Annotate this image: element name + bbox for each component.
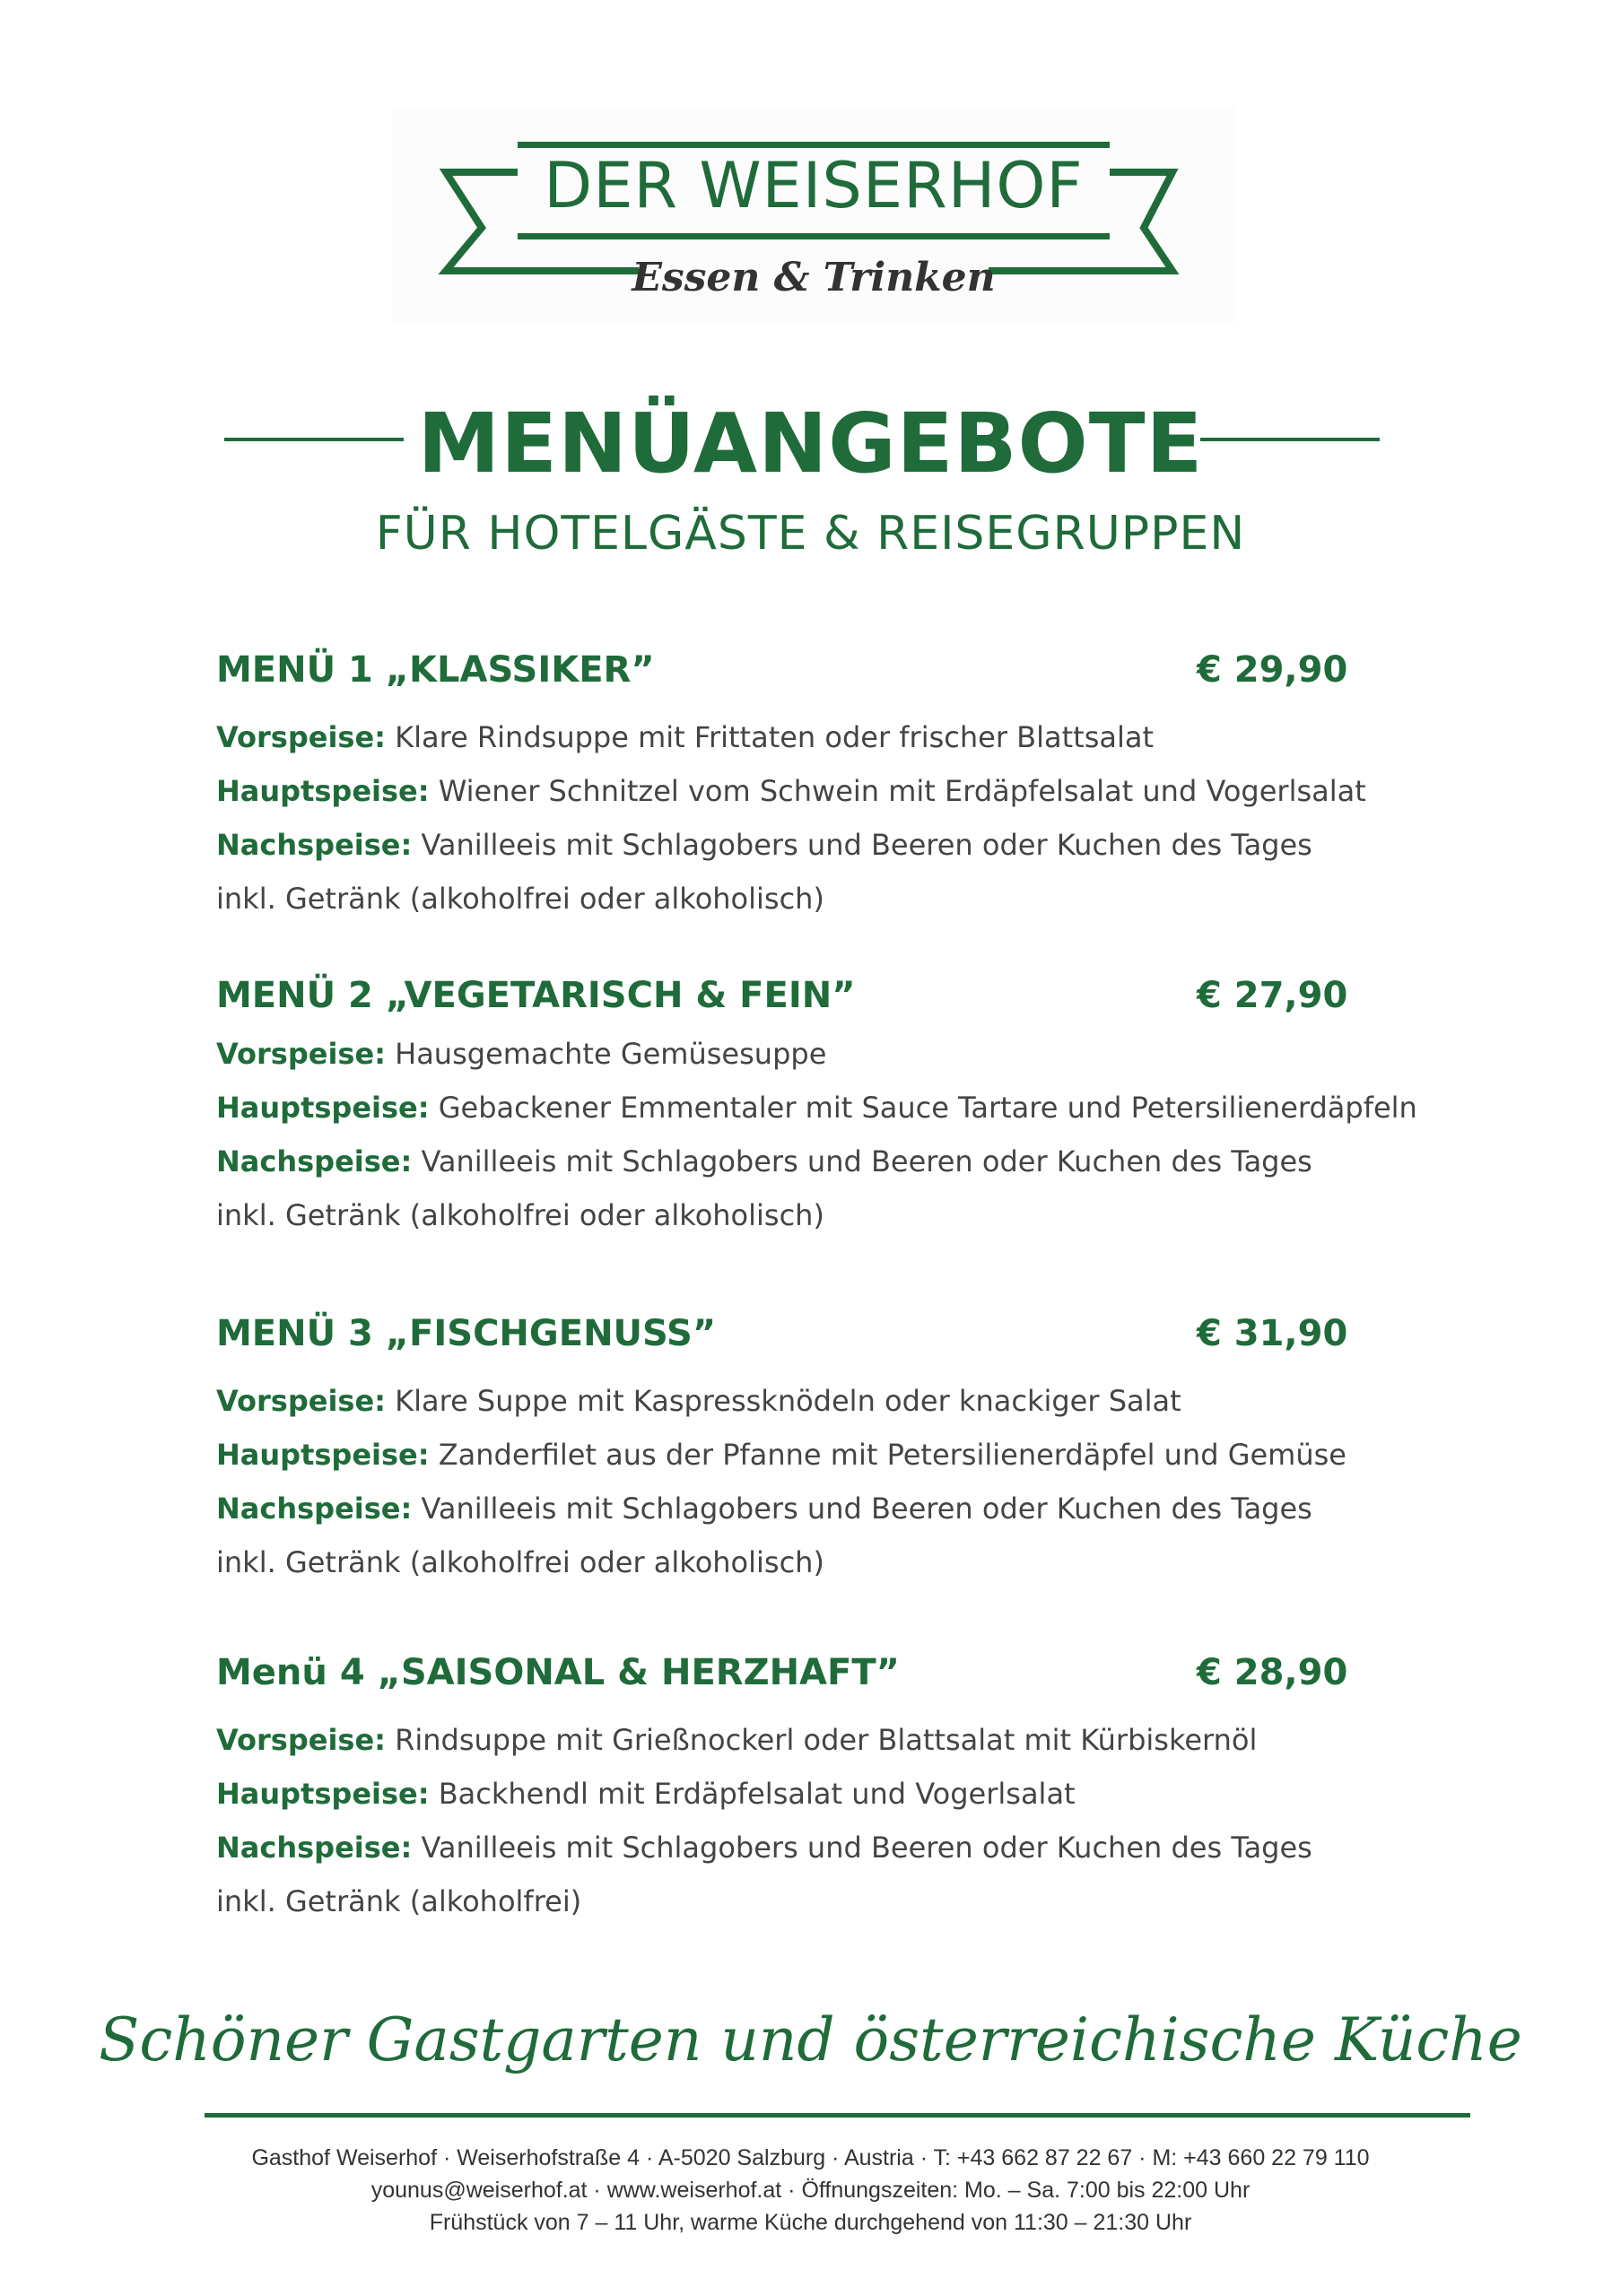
starter-line <box>216 1713 1508 1767</box>
course-label: Nachspeise: <box>216 1831 413 1865</box>
drink-note: inkl. Getränk (alkoholfrei oder alkoholisch) <box>216 882 824 916</box>
page-subtitle: FÜR HOTELGÄSTE & REISEGRUPPEN <box>375 507 1246 561</box>
course-label: Nachspeise: <box>216 1492 413 1526</box>
course-text: Klare Suppe mit Kaspressknödeln oder knackiger Salat <box>395 1384 1181 1418</box>
course-text: Rindsuppe mit Grießnockerl oder Blattsalat mit Kürbiskernöl <box>395 1723 1258 1757</box>
course-text: Gebackener Emmentaler mit Sauce Tartare und Petersilienerdäpfeln <box>438 1091 1417 1125</box>
starter-line <box>216 710 1508 764</box>
main-course-line <box>216 1081 1508 1135</box>
course-text: Vanilleeis mit Schlagobers und Beeren oder Kuchen des Tages <box>421 828 1312 862</box>
course-text: Vanilleeis mit Schlagobers und Beeren oder Kuchen des Tages <box>421 1831 1312 1865</box>
course-text: Zanderfilet aus der Pfanne mit Petersilienerdäpfel und Gemüse <box>438 1438 1346 1472</box>
course-text: Backhendl mit Erdäpfelsalat und Vogerlsalat <box>438 1777 1076 1811</box>
dessert-line <box>216 818 1508 872</box>
course-label: Nachspeise: <box>216 828 413 862</box>
menu-2 <box>216 964 1508 1242</box>
logo-subtitle: Essen & Trinken <box>632 255 996 300</box>
course-label: Vorspeise: <box>216 1384 386 1418</box>
menu-price: € 31,90 <box>1197 1313 1348 1354</box>
menu-title: MENÜ 1 „KLASSIKER” <box>216 649 655 691</box>
footer-hours: Frühstück von 7 – 11 Uhr, warme Küche durchgehend von 11:30 – 21:30 Uhr <box>429 2210 1192 2235</box>
footer-divider <box>205 2113 1470 2118</box>
main-course-line <box>216 1767 1508 1821</box>
menu-price: € 29,90 <box>1197 649 1348 691</box>
course-label: Nachspeise: <box>216 1144 413 1178</box>
course-label: Vorspeise: <box>216 1037 386 1071</box>
dessert-line <box>216 1482 1508 1535</box>
course-text: Hausgemachte Gemüsesuppe <box>395 1037 827 1071</box>
drink-note: inkl. Getränk (alkoholfrei oder alkoholisch) <box>216 1198 824 1232</box>
course-label: Hauptspeise: <box>216 1777 430 1811</box>
main-course-line <box>216 1428 1508 1482</box>
drink-note: inkl. Getränk (alkoholfrei) <box>216 1884 582 1918</box>
main-course-line <box>216 764 1508 818</box>
tagline: Schöner Gastgarten und österreichische Küche <box>99 2005 1522 2074</box>
menu-title: MENÜ 2 „VEGETARISCH & FEIN” <box>216 975 856 1016</box>
menu-1 <box>216 639 1508 926</box>
footer-address: Gasthof Weiserhof · Weiserhofstraße 4 · A-5020 Salzburg · Austria · T: +43 662 87 22 67 · M: +43 660 22 79 110 <box>251 2145 1370 2170</box>
course-label: Vorspeise: <box>216 1723 386 1757</box>
course-label: Hauptspeise: <box>216 774 430 808</box>
course-text: Klare Rindsuppe mit Frittaten oder frischer Blattsalat <box>395 720 1155 754</box>
course-label: Hauptspeise: <box>216 1438 430 1472</box>
menu-title: Menü 4 „SAISONAL & HERZHAFT” <box>216 1652 900 1693</box>
footer-contact: younus@weiserhof.at · www.weiserhof.at · Öffnungszeiten: Mo. – Sa. 7:00 bis 22:00 Uhr <box>370 2178 1251 2203</box>
page-title: MENÜANGEBOTE <box>417 396 1204 491</box>
menu-4 <box>216 1641 1508 1928</box>
course-text: Vanilleeis mit Schlagobers und Beeren oder Kuchen des Tages <box>421 1492 1312 1526</box>
dessert-line <box>216 1135 1508 1188</box>
course-text: Wiener Schnitzel vom Schwein mit Erdäpfelsalat und Vogerlsalat <box>438 774 1366 808</box>
menu-price: € 28,90 <box>1197 1652 1348 1693</box>
drink-note: inkl. Getränk (alkoholfrei oder alkoholisch) <box>216 1545 824 1579</box>
course-label: Vorspeise: <box>216 720 386 754</box>
menu-title: MENÜ 3 „FISCHGENUSS” <box>216 1313 717 1354</box>
course-text: Vanilleeis mit Schlagobers und Beeren oder Kuchen des Tages <box>421 1144 1312 1178</box>
logo-title: DER WEISERHOF <box>544 149 1084 222</box>
course-label: Hauptspeise: <box>216 1091 430 1125</box>
logo <box>392 108 1235 323</box>
starter-line <box>216 1027 1508 1081</box>
menu-price: € 27,90 <box>1197 975 1348 1016</box>
dessert-line <box>216 1821 1508 1874</box>
menu-3 <box>216 1302 1508 1589</box>
starter-line <box>216 1374 1508 1428</box>
